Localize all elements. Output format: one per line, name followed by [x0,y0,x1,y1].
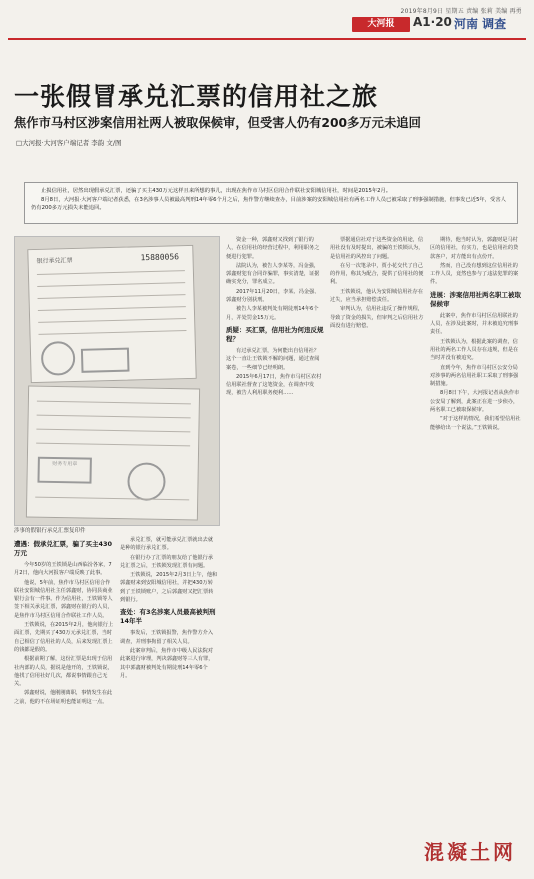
photo-caption: 涉事的假银行承兑汇票复印件 [14,528,86,534]
section-subtitle: 查处：有3名涉案人员最高被判刑14年半 [120,608,216,626]
document-photo [14,236,220,526]
paragraph: 票据通信社对于这些资金的用途，信用社没有及时提出，被骗的王铁锁认为，是信用社的风控出了问题。 [330,237,424,260]
lead-paragraph: 止损信用社，居然出现假承兑汇票，还骗了买主430万元这样且来所想的事儿，出现在焦作市马村区信用合作联社安阳城信用社，时间是2015年2月。 [41,188,392,194]
paragraph: 此案审判后，焦作市中级人民法院对此案进行审理，判决郭鑫财等三人有罪，其中郭鑫财被判处有期徒刑14年零6个月。 [120,647,214,679]
dateline: 2019年8月9日 星期五 责编 张莉 美编 再勇 [400,8,522,15]
masthead [0,0,534,58]
paragraph: 王铁锁说，在2015年2月，他向银行上面汇票，先期买了430万元承兑汇票，当时自己相信了信用社的人员，后来发现汇票上的钱都是假的。 [14,622,114,653]
draft-document-bottom [26,386,200,521]
page-number: A1·20 [413,15,452,29]
section-subtitle: 进展：涉案信用社两名职工被取保候审 [430,290,521,308]
paragraph: 今年50岁的王铁锁是山西临汾各家，7月2日，他向大河报客户端反映了此事。 [14,562,112,577]
column-3 [226,236,324,399]
paragraph: 事发后，王铁锁报警，焦作警方介入调查，并刑事拘留了相关人员。 [120,630,214,645]
paragraph: 郭鑫财说，他刚刚离职，事情发生在此之前，他的不在场证明也能证明这一点。 [14,690,113,705]
draft-document-top [27,245,196,383]
paragraph: 王铁锁认为，根据此案的调查，信用社的两名工作人员存在违规，但是在当时并没有被追究。 [430,338,519,362]
form-line [38,318,186,323]
paragraph: 8月8日下午，大河报记者从焦作市公安局了解到，此案正在进一步侦办，两名职工已被取保候审。 [430,390,520,414]
section-subtitle: 遭遇：假承兑汇票，骗了买主430万元 [14,540,113,557]
column-4 [330,236,424,331]
newspaper-logo: 大河报 [352,17,410,32]
form-line [38,294,186,299]
form-line [36,429,190,433]
paragraph: 2017年11月20日，李某、冯金强、郭鑫财分别获刑。 [226,288,320,304]
paragraph: “对于这样的情况，我们希望信用社能够给出一个说法。”王铁锁说。 [430,416,521,431]
paragraph: 然而，自己没有想到这位信用社的工作人员，竟然也参与了违法犯罪的案件。 [430,262,519,286]
form-line [37,270,185,275]
finance-stamp: 财务专用章 [37,457,91,484]
form-line [35,497,189,501]
paragraph: 王铁锁说，2015年2月3日上午，他和郭鑫财来到安阳城信用社，并把430万转到了王铁锁账户，之后郭鑫财又把汇票转到银行。 [120,572,218,604]
paragraph: 他说，5年前，焦作市马村区信用合作联社安阳城信用社主任郭鑫财，协同县商业银行会有一件事。作为信用社，王铁锁等人签下相关承兑汇票，郭鑫财在银行的人员，是焦作市马村区信用合作联社工作人员。 [14,579,113,619]
paragraph: 在银行办了汇票的朋友给了他银行承兑汇票之后，王铁锁发现汇票有问题。 [120,554,214,569]
headline: 一张假冒承兑汇票的信用社之旅 [14,82,379,111]
column-1 [14,536,114,707]
form-line [37,401,191,405]
section-subtitle: 质疑：买汇票，信用社为何违反规程？ [226,325,324,343]
paragraph: 王铁锁说，他认为安阳城信用社存在过失，应当承担赔偿责任。 [330,288,424,304]
draft-number: 15880056 [140,252,180,263]
form-line [38,306,186,311]
paragraph: 资金一种，郭鑫财又找到了银行的人，在信用社的经营过程中，利用职务之便进行犯罪。 [226,237,320,260]
paragraph: 根据前期了解，这份汇票是出现于信用社内部的人员，据说是他开的，王铁锁说，他找了信用社好几次，都说事情跟自己无关。 [14,656,113,688]
paragraph: 期待，他当时认为，郭鑫财是马村区的信用社，有实力，也是信用社的贷款客户，对方能出有点份开。 [430,237,519,260]
paragraph: 有过承兑汇票，为何能出自信用社？这个一直让王铁锁不解的问题，通过查阅案卷，一些细节已经明朗。 [226,347,320,371]
paragraph: 审判认为，信用社违反了操作规程，导致了资金的损失，但审判之后信用社方面没有进行赔偿。 [330,306,424,329]
site-watermark: 混凝土网 [424,840,516,864]
square-seal [81,348,130,373]
round-seal [41,341,76,376]
paragraph: 2015年6月17日，焦作市马村区农村信用联社督查了这笔资金，在调查中发现，被告人利用职务便利…… [226,373,322,397]
paragraph: 此案中，焦作市马村区信用联社的人员，在涉及此案时，并未被追究刑事责任。 [430,312,519,336]
paragraph: 在另一次笔录中，贾小花交代了自己的作用，称其为配合，提供了信用社的便利。 [330,262,424,286]
paragraph: 直到今年，焦作市马村区公安分局对涉事的两名信用社职工采取了刑事强制措施。 [430,364,519,388]
form-line [37,415,191,419]
byline: □大河报·大河客户端记者 李韵 文/图 [16,139,122,147]
paragraph: 承兑汇票，就可能承兑汇票就出去就是种的银行承兑汇票。 [120,537,214,552]
column-5 [430,236,522,433]
form-line [38,330,186,335]
paragraph: 法院认为，被告人李某等，冯金强，郭鑫财犯有合同诈骗罪，事实清楚，证据确实充分，罪名成立。 [226,262,320,286]
form-line [37,282,185,287]
draft-title: 银行承兑汇票 [36,257,73,265]
paragraph: 被告人李某被判处有期徒刑14年6个月，并处罚金15万元。 [226,306,319,321]
subheadline: 焦作市马村区涉案信用社两人被取保候审，但受害人仍有200多万元未追回 [14,116,421,130]
column-2 [120,536,218,681]
section-label: 河南 调查 [454,17,507,31]
lead-paragraph: 8月8日，大河报·大河客户端记者获悉，在3名涉事人员被最高判刑14年零6个月之后，焦作警方继续查办，目前涉案的安阳城信用社有两名工作人员已被采取了刑事强制措施，但事发已近5年，受害人仍有200多万元损失未能追回。 [31,196,506,211]
masthead-rule [8,38,526,40]
lead-box [24,182,518,224]
round-seal [127,462,166,501]
form-line [36,443,190,447]
